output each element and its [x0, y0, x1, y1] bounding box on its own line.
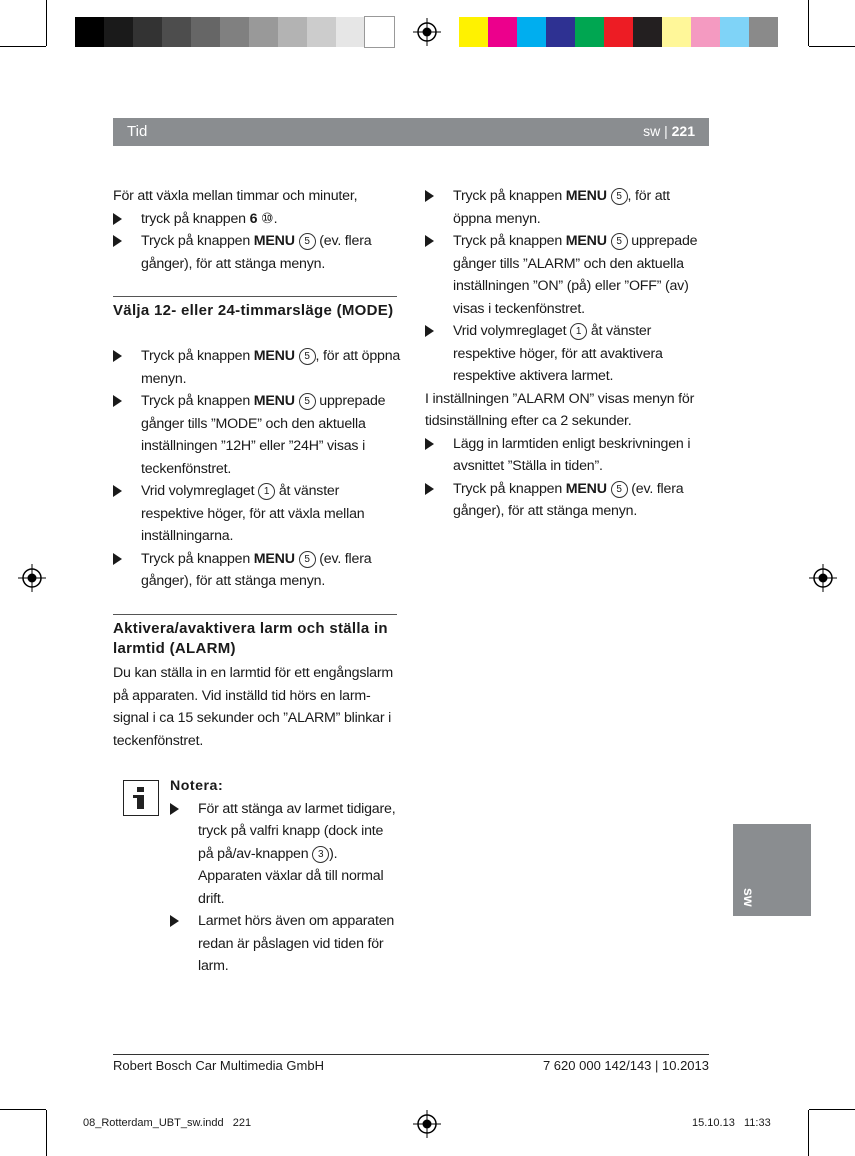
bullet-list	[425, 433, 709, 523]
control-number-badge: 1	[570, 323, 587, 340]
bullet-text: Tryck på knappen	[141, 550, 254, 567]
bullet-item	[425, 230, 709, 320]
bullet-item	[425, 185, 709, 230]
section-title: Tid	[127, 123, 148, 140]
control-number-badge: 5	[299, 233, 316, 250]
footer-company: Robert Bosch Car Multimedia GmbH	[113, 1058, 324, 1073]
bullet-text: Tryck på knappen	[453, 233, 566, 249]
control-number-badge: 5	[299, 551, 316, 568]
control-number-badge: 5	[611, 233, 628, 250]
bullet-item	[113, 390, 403, 480]
crop-mark	[809, 46, 855, 47]
bullet-list	[170, 798, 400, 978]
footer-docnumber: 7 620 000 142/143 | 10.2013	[542, 1058, 709, 1073]
bullet-arrow-icon	[170, 803, 179, 815]
bullet-item	[113, 548, 403, 593]
crop-mark	[0, 1109, 46, 1110]
control-number-badge: 5	[299, 348, 316, 365]
color-swatch	[104, 17, 133, 47]
button-keyword: MENU	[253, 348, 295, 364]
bullet-arrow-icon	[170, 915, 179, 927]
bullet-arrow-icon	[425, 483, 434, 495]
bullet-arrow-icon	[113, 553, 122, 565]
bullet-text: ). Apparaten växlar då till normal drift.	[198, 845, 384, 907]
bullet-arrow-icon	[425, 438, 434, 450]
crop-mark	[808, 0, 809, 46]
button-keyword: MENU	[253, 393, 295, 409]
bullet-text: tryck på knappen	[141, 210, 250, 227]
bullet-text: Tryck på knappen	[141, 348, 254, 364]
bullet-text: (ev. flera gånger), för att stänga menyn.	[453, 480, 684, 519]
color-swatch	[220, 17, 249, 47]
registration-mark-icon	[18, 564, 46, 592]
crop-mark	[46, 1110, 47, 1156]
crop-mark	[809, 1109, 855, 1110]
bullet-text: .	[273, 210, 278, 227]
bullet-text: åt vänster respektive höger, för att avaktivera respektive aktivera larmet.	[453, 323, 663, 384]
bullet-item	[425, 478, 709, 523]
control-number-badge: 1	[258, 483, 275, 500]
control-number-badge: ⑩	[261, 210, 274, 227]
color-swatch	[459, 17, 488, 47]
crop-mark	[0, 46, 46, 47]
control-number-badge: 5	[611, 188, 628, 205]
note-block	[170, 775, 400, 978]
registration-mark-icon	[413, 18, 441, 46]
color-swatch	[662, 17, 691, 47]
bullet-list	[113, 345, 403, 593]
page-number: sw | 221	[643, 123, 695, 139]
right-column	[425, 185, 709, 523]
color-swatch	[365, 17, 394, 47]
registration-mark-icon	[809, 564, 837, 592]
button-keyword: MENU	[565, 233, 607, 249]
button-keyword: 6	[249, 210, 258, 227]
control-number-badge: 3	[312, 846, 329, 863]
divider	[113, 296, 397, 297]
color-swatch	[162, 17, 191, 47]
color-swatch	[249, 17, 278, 47]
button-keyword: MENU	[253, 233, 295, 249]
bullet-arrow-icon	[425, 190, 434, 202]
color-swatch	[336, 17, 365, 47]
color-swatch	[546, 17, 575, 47]
page-header	[113, 118, 709, 146]
color-swatch	[133, 17, 162, 47]
button-keyword: MENU	[565, 480, 607, 497]
slug-date: 15.10.13 11:33	[692, 1117, 771, 1129]
note-title: Notera:	[170, 778, 224, 794]
bullet-arrow-icon	[113, 485, 122, 497]
bullet-item	[113, 230, 403, 275]
crop-mark	[46, 0, 47, 46]
bullet-arrow-icon	[425, 325, 434, 337]
bullet-text: Lägg in larmtiden enligt beskrivningen i avsnittet ”Ställa in tiden”.	[453, 435, 691, 474]
bullet-arrow-icon	[113, 395, 122, 407]
color-swatch	[488, 17, 517, 47]
bullet-text: Tryck på knappen	[453, 480, 566, 497]
footer-divider	[113, 1054, 709, 1055]
bullet-item	[113, 208, 403, 231]
bullet-text: Vrid volymreglaget	[141, 483, 259, 499]
color-swatch	[75, 17, 104, 47]
bullet-text: Larmet hörs även om apparaten redan är påslagen vid tiden för larm.	[198, 913, 395, 974]
color-swatch	[278, 17, 307, 47]
mode-section	[113, 345, 403, 593]
slug-filename: 08_Rotterdam_UBT_sw.indd 221	[83, 1117, 252, 1129]
bullet-item	[113, 345, 403, 390]
bullet-text: För att stänga av larmet tidigare, tryck på valfri knapp (dock inte på på/av-knappen	[198, 800, 396, 862]
mode-heading: Välja 12- eller 24-timmarsläge (MODE)	[113, 302, 394, 319]
right-paragraph: I inställningen ”ALARM ON” visas menyn för tidsinställning efter ca 2 sekunder.	[425, 390, 695, 429]
button-keyword: MENU	[253, 550, 295, 567]
color-swatch	[604, 17, 633, 47]
bullet-item	[170, 910, 400, 978]
crop-mark	[808, 1110, 809, 1156]
bullet-item	[425, 320, 709, 388]
bullet-text: , för att öppna menyn.	[453, 188, 670, 227]
bullet-text: (ev. flera gånger), för att stänga menyn.	[141, 550, 372, 589]
color-swatch	[307, 17, 336, 47]
control-number-badge: 5	[299, 393, 316, 410]
color-swatch	[720, 17, 749, 47]
bullet-arrow-icon	[113, 235, 122, 247]
bullet-item	[113, 480, 403, 548]
bullet-text: Tryck på knappen	[453, 188, 566, 204]
info-icon	[123, 780, 159, 816]
color-swatch	[749, 17, 778, 47]
bullet-text: Vrid volymreglaget	[453, 323, 571, 339]
control-number-badge: 5	[611, 481, 628, 498]
alarm-text: Du kan ställa in en larmtid för ett engångslarm på apparaten. Vid inställd tid hörs en larmsignal i ca 15 sekunder och ”ALARM” blinkar i teckenfönstret.	[113, 665, 394, 749]
color-swatch	[691, 17, 720, 47]
bullet-arrow-icon	[113, 350, 122, 362]
bullet-text: , för att öppna menyn.	[141, 348, 401, 387]
intro-text: För att växla mellan timmar och minuter,	[113, 188, 358, 204]
alarm-heading: Aktivera/avaktivera larm och ställa in larmtid (ALARM)	[113, 620, 388, 657]
bullet-arrow-icon	[425, 235, 434, 247]
bullet-item	[425, 433, 709, 478]
bullet-list	[113, 208, 403, 276]
bullet-text: åt vänster respektive höger, för att växla mellan inställningarna.	[141, 483, 365, 544]
bullet-arrow-icon	[113, 213, 122, 225]
bullet-text: upprepade gånger tills ”ALARM” och den aktuella inställningen ”ON” (på) eller ”OFF” (av) visas i teckenfönstret.	[453, 233, 698, 317]
bullet-item	[170, 798, 400, 911]
left-column-intro	[113, 185, 403, 275]
registration-mark-icon	[413, 1110, 441, 1138]
bullet-text: Tryck på knappen	[141, 393, 254, 409]
color-swatch	[633, 17, 662, 47]
bullet-text: upprepade gånger tills ”MODE” och den aktuella inställningen ”12H” eller ”24H” visas i teckenfönstret.	[141, 393, 386, 477]
bullet-list	[425, 185, 709, 388]
bullet-text: (ev. flera gånger), för att stänga menyn.	[141, 233, 372, 272]
color-swatch	[517, 17, 546, 47]
color-swatch	[191, 17, 220, 47]
bullet-text: Tryck på knappen	[141, 233, 254, 249]
divider	[113, 614, 397, 615]
button-keyword: MENU	[565, 188, 607, 204]
color-swatch	[575, 17, 604, 47]
language-tab: sw	[733, 824, 811, 916]
